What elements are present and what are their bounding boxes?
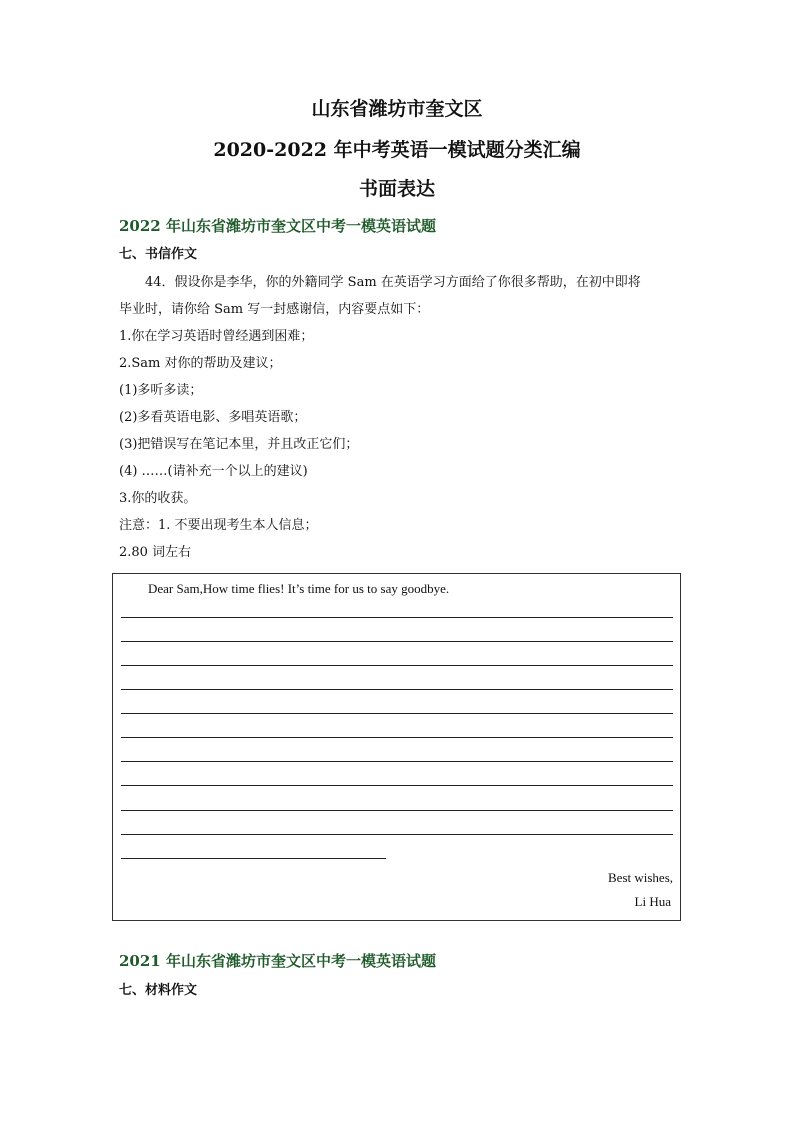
question-type-heading: 七、书信作文 <box>119 247 198 262</box>
requirement-item: 3.你的收获。 <box>119 491 197 506</box>
answer-line <box>121 617 673 618</box>
document-subtitle: 2020-2022 年中考英语一模试题分类汇编 <box>213 139 581 161</box>
answer-line <box>121 689 673 690</box>
answer-line <box>121 641 673 642</box>
requirement-item: (3)把错误写在笔记本里，并且改正它们； <box>119 437 359 452</box>
requirement-item: 2.Sam 对你的帮助及建议； <box>119 356 282 371</box>
document-topic: 书面表达 <box>358 178 435 200</box>
answer-line <box>121 785 673 786</box>
letter-opening: Dear Sam,How time flies! It’s time for us to say goodbye. <box>148 581 450 596</box>
letter-closing: Best wishes, <box>608 870 673 885</box>
answer-line <box>121 761 673 762</box>
answer-line <box>121 665 673 666</box>
answer-line <box>121 810 673 811</box>
requirement-item: (4) ……(请补充一个以上的建议) <box>119 464 308 479</box>
requirement-item: (2)多看英语电影、多唱英语歌； <box>119 410 307 425</box>
answer-writing-box[interactable] <box>112 573 681 921</box>
section-heading-2021: 2021 年山东省潍坊市奎文区中考一模英语试题 <box>119 952 436 970</box>
answer-line <box>121 737 673 738</box>
answer-line <box>121 713 673 714</box>
section-heading-2022: 2022 年山东省潍坊市奎文区中考一模英语试题 <box>119 217 436 235</box>
requirement-note: 2.80 词左右 <box>119 545 192 560</box>
requirement-item: 1.你在学习英语时曾经遇到困难； <box>119 329 314 344</box>
prompt-line: 44．假设你是李华，你的外籍同学 Sam 在英语学习方面给了你很多帮助，在初中即将 <box>145 275 641 290</box>
prompt-line: 毕业时，请你给 Sam 写一封感谢信，内容要点如下： <box>119 302 430 317</box>
document-title: 山东省潍坊市奎文区 <box>311 98 483 120</box>
question-type-heading: 七、材料作文 <box>119 983 198 998</box>
letter-signature: Li Hua <box>634 894 671 909</box>
requirement-item: (1)多听多读； <box>119 383 203 398</box>
answer-line <box>121 834 673 835</box>
answer-line-short <box>121 858 386 859</box>
requirement-note: 注意：1. 不要出现考生本人信息； <box>119 518 318 533</box>
